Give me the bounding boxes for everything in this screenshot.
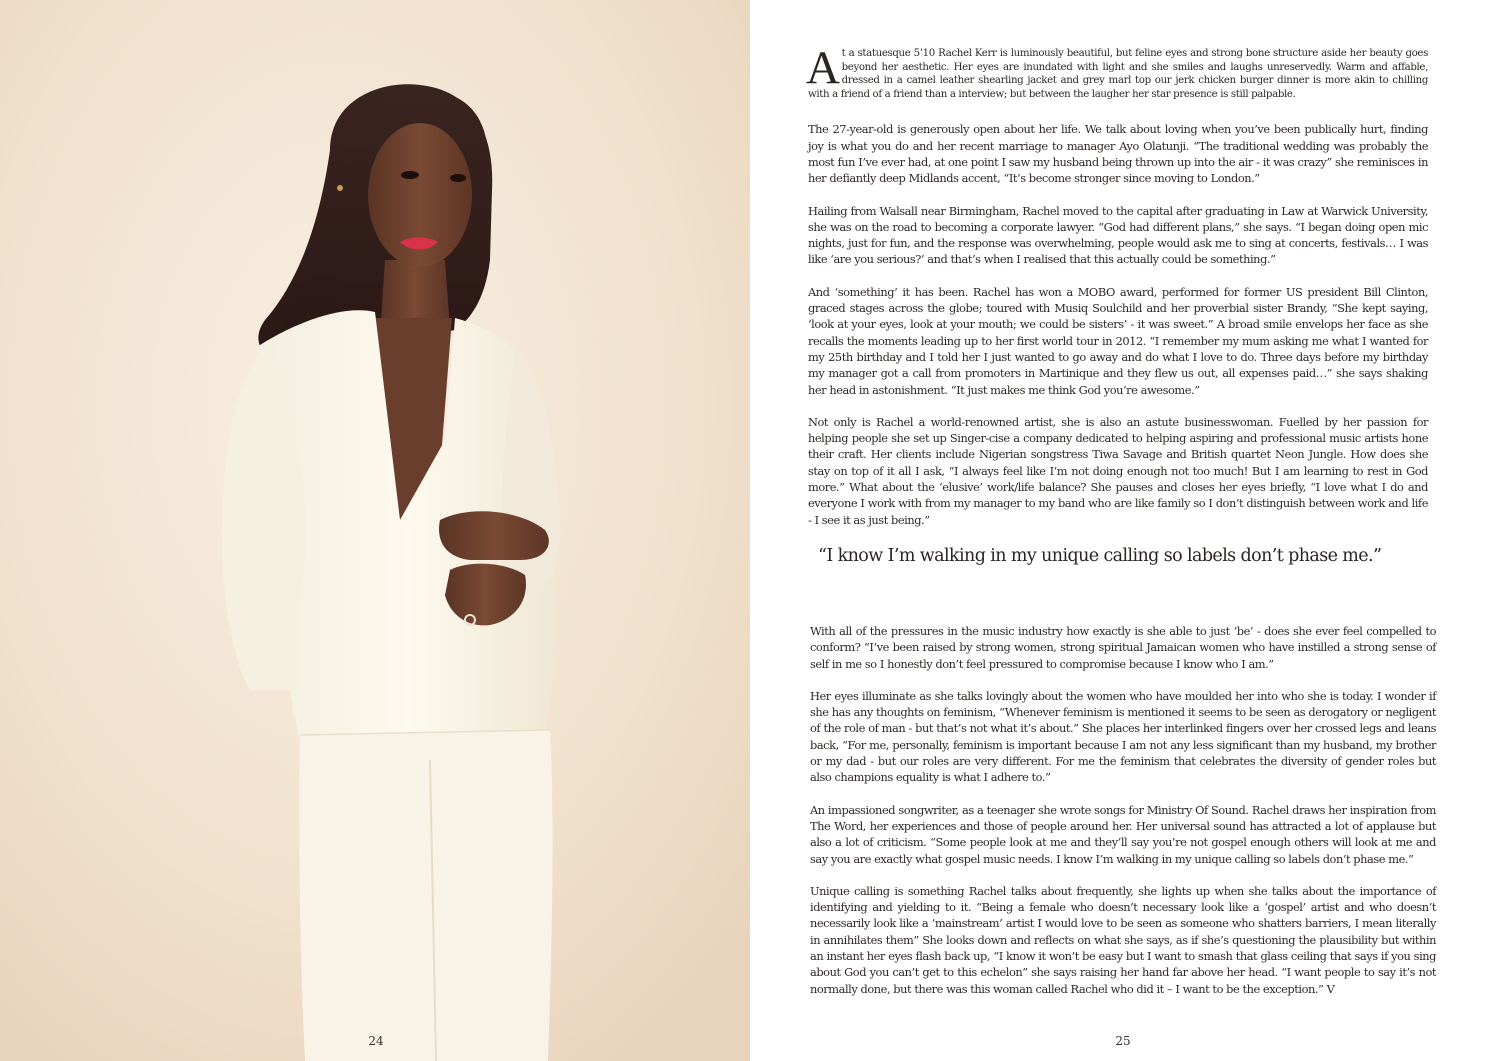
page-number-right: 25 (1115, 1034, 1131, 1048)
drop-cap: A (806, 42, 840, 94)
page-number-left: 24 (368, 1034, 384, 1048)
article-upper-column (806, 42, 1428, 586)
body-paragraph: Unique calling is something Rachel talks about frequently, she lights up when she talks about the importance of identifying and yielding to it. “Being a female who doesn’t necessary look like a ‘gospel’ artist and who doesn’t necessarily look like a ‘mainstream’ artist I would love to be seen as someone who shatters barriers, I mean literally in annihilates them” She looks down and reflects on what she says, as if she’s questioning the plausibility but within an instant her eyes flash back up, “I know it won’t be easy but I want to smash that glass ceiling that says if you sing about God you can’t get to this echelon” she says raising her hand far above her head. “I want people to say it’s not normally done, but there was this woman called Rachel who did it – I want to be the exception.” V (810, 883, 1436, 996)
body-paragraph: With all of the pressures in the music industry how exactly is she able to just ‘be’ - does she ever feel compelled to conform? “I’ve been raised by strong women, strong spiritual Jamaican women who have instilled a strong sense of self in me so I honestly don’t feel pressured to compromise because I know who I am.” (810, 624, 1436, 671)
body-paragraph: And ‘something’ it has been. Rachel has won a MOBO award, performed for former US president Bill Clinton, graced stages across the globe; toured with Musiq Soulchild and her proverbial sister Brandy, “She kept saying, ‘look at your eyes, look at your mouth; we could be sisters’ - it was sweet.” A broad smile envelops her face as she recalls the moments leading up to her first world tour in 2012. “I remember my mum asking me what I wanted for my 25th birthday and I told her I just wanted to go away and do what I love to do. Three days before my birthday my manager got a call from promoters in Martinique and they flew us out, all expenses paid…” she says shaking her head in astonishment. “It just makes me think God you’re awesome.” (808, 284, 1428, 397)
right-page (750, 0, 1500, 1061)
body-paragraph: Not only is Rachel a world-renowned artist, she is also an astute businesswoman. Fuelled by her passion for helping people she set up Singer-cise a company dedicated to helping aspiring and professional music artists hone their craft. Her clients include Nigerian songstress Tiwa Savage and British quartet Neon Jungle. How does she stay on top of it all I ask, “I always feel like I’m not doing enough not too much! But I am learning to rest in God more.” What about the ‘elusive’ work/life balance? She pauses and closes her eyes briefly, “I love what I do and everyone I work with from my manager to my band who are like family so I don’t distinguish between work and life - I see it as just being.” (808, 414, 1428, 527)
body-paragraph: Her eyes illuminate as she talks lovingly about the women who have moulded her into who she is today. I wonder if she has any thoughts on feminism, “Whenever feminism is mentioned it seems to be seen as derogatory or negligent of the role of man - but that’s not what it’s about.” She places her interlinked fingers over her crossed legs and leans back, “For me, personally, feminism is important because I am not any less significant than my husband, my brother or my dad - but our roles are very different. For me the feminism that celebrates the diversity of gender roles but also champions equality is what I adhere to.” (810, 688, 1436, 785)
body-paragraph: An impassioned songwriter, as a teenager she wrote songs for Ministry Of Sound. Rachel draws her inspiration from The Word, her experiences and those of people around her. Her universal sound has attracted a lot of applause but also a lot of criticism. “Some people look at me and they’ll say you’re not gospel enough others will look at me and say you are exactly what gospel music needs. I know I’m walking in my unique calling so labels don’t phase me.” (810, 802, 1436, 866)
pull-quote: “I know I’m walking in my unique calling so labels don’t phase me.” (818, 545, 1382, 566)
lead-paragraph (806, 42, 1428, 101)
article-lower-column (810, 623, 1436, 1013)
body-paragraph: Hailing from Walsall near Birmingham, Rachel moved to the capital after graduating in Law at Warwick University, she was on the road to becoming a corporate lawyer. “God had different plans,” she says. “I began doing open mic nights, just for fun, and the response was overwhelming, people would ask me to sing at concerts, festivals… I was like ‘are you serious?’ and that’s when I realised that this actually could be something.” (808, 203, 1428, 267)
lead-text: t a statuesque 5’10 Rachel Kerr is luminously beautiful, but feline eyes and strong bone structure aside her beauty goes beyond her aesthetic. Her eyes are inundated with light and she smiles and laughs unreservedly. Warm and affable, dressed in a camel leather shearling jacket and grey marl top our jerk chicken burger dinner is more akin to chilling with a friend of a friend than a interview; but between the laugher her star presence is still palpable. (808, 48, 1428, 100)
body-paragraph: The 27-year-old is generously open about her life. We talk about loving when you’ve been publically hurt, finding joy is what you do and her recent marriage to manager Ayo Olatunji. “The traditional wedding was probably the most fun I’ve ever had, at one point I saw my husband being thrown up into the air - it was crazy” she reminisces in her defiantly deep Midlands accent, “It’s become stronger since moving to London.” (808, 122, 1428, 186)
